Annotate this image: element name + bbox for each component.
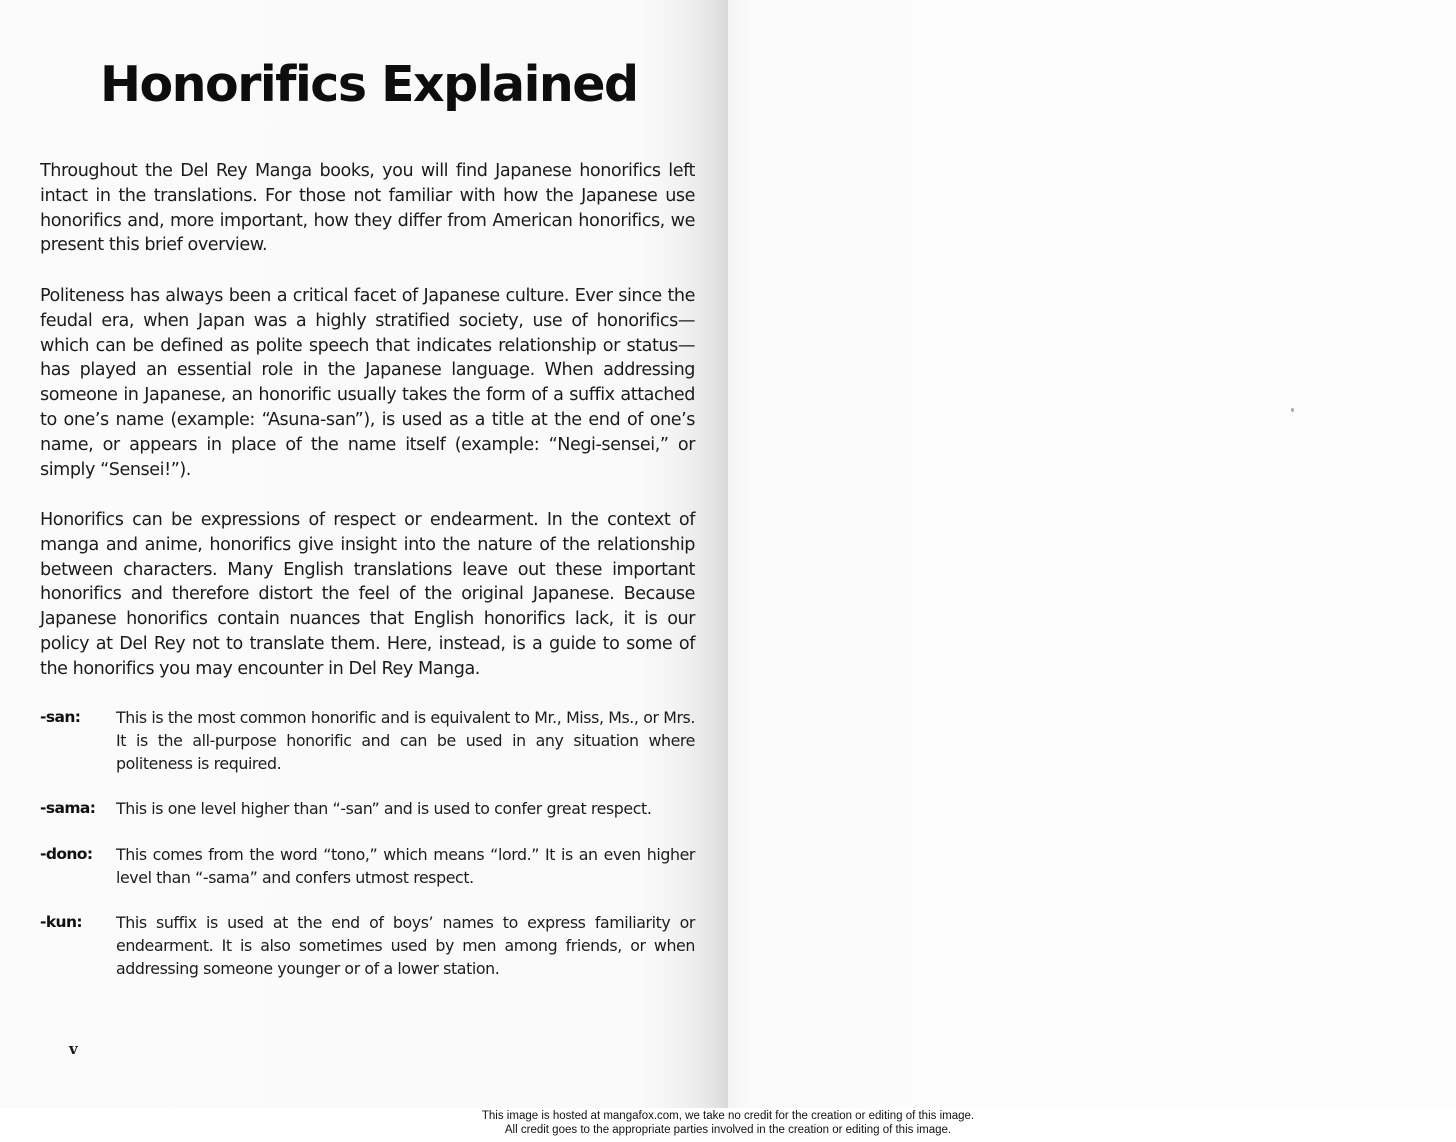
glossary-definition: This is the most common honorific and is equivalent to Mr., Miss, Ms., or Mrs. It is the all-purpose honorific and can be used in any situation where politeness is required. xyxy=(116,708,695,773)
glossary-term: -dono: xyxy=(40,845,93,863)
page-title: Honorifics Explained xyxy=(100,56,638,113)
paper-speck xyxy=(1291,408,1294,412)
left-page xyxy=(0,0,728,1108)
glossary-term: -san: xyxy=(40,708,81,726)
intro-paragraph: Throughout the Del Rey Manga books, you will find Japanese honorifics left intact in the translations. For those not familiar with how the Japanese use honorifics and, more important, how they differ from American honorifics, we present this brief overview. xyxy=(40,161,695,256)
glossary-term: -sama: xyxy=(40,799,96,817)
glossary-definition: This suffix is used at the end of boys’ names to express familiarity or endearment. It is also sometimes used by men among friends, or when addressing someone younger or of a lower station. xyxy=(116,913,695,978)
glossary-term: -kun: xyxy=(40,913,83,931)
right-page-blank xyxy=(728,0,1456,1108)
glossary-definition: This is one level higher than “-san” and is used to confer great respect. xyxy=(116,799,652,818)
footer-line-2: All credit goes to the appropriate parties involved in the creation or editing of this image. xyxy=(504,1124,952,1136)
glossary-definition: This comes from the word “tono,” which means “lord.” It is an even higher level than “-sama” and confers utmost respect. xyxy=(116,845,695,887)
footer-line-1: This image is hosted at mangafox.com, we take no credit for the creation or editing of this image. xyxy=(481,1110,975,1122)
hosting-footer xyxy=(0,1109,1456,1137)
respect-paragraph: Honorifics can be expressions of respect or endearment. In the context of manga and anime, honorifics give insight into the nature of the relationship between characters. Many English translations leave out these important honorifics and therefore distort the feel of the original Japanese. Because Japanese honorifics contain nuances that English honorifics lack, it is our policy at Del Rey not to translate them. Here, instead, is a guide to some of the honorifics you may encounter in Del Rey Manga. xyxy=(40,510,695,679)
page-number: v xyxy=(69,1040,78,1058)
politeness-paragraph: Politeness has always been a critical facet of Japanese culture. Ever since the feudal era, when Japan was a highly stratified society, use of honorifics—which can be defined as polite speech that indicates relationship or status—has played an essential role in the Japanese language. When addressing someone in Japanese, an honorific usually takes the form of a suffix attached to one’s name (example: “Asuna-san”), is used as a title at the end of one’s name, or appears in place of the name itself (example: “Negi-sensei,” or simply “Sensei!”). xyxy=(40,286,695,480)
